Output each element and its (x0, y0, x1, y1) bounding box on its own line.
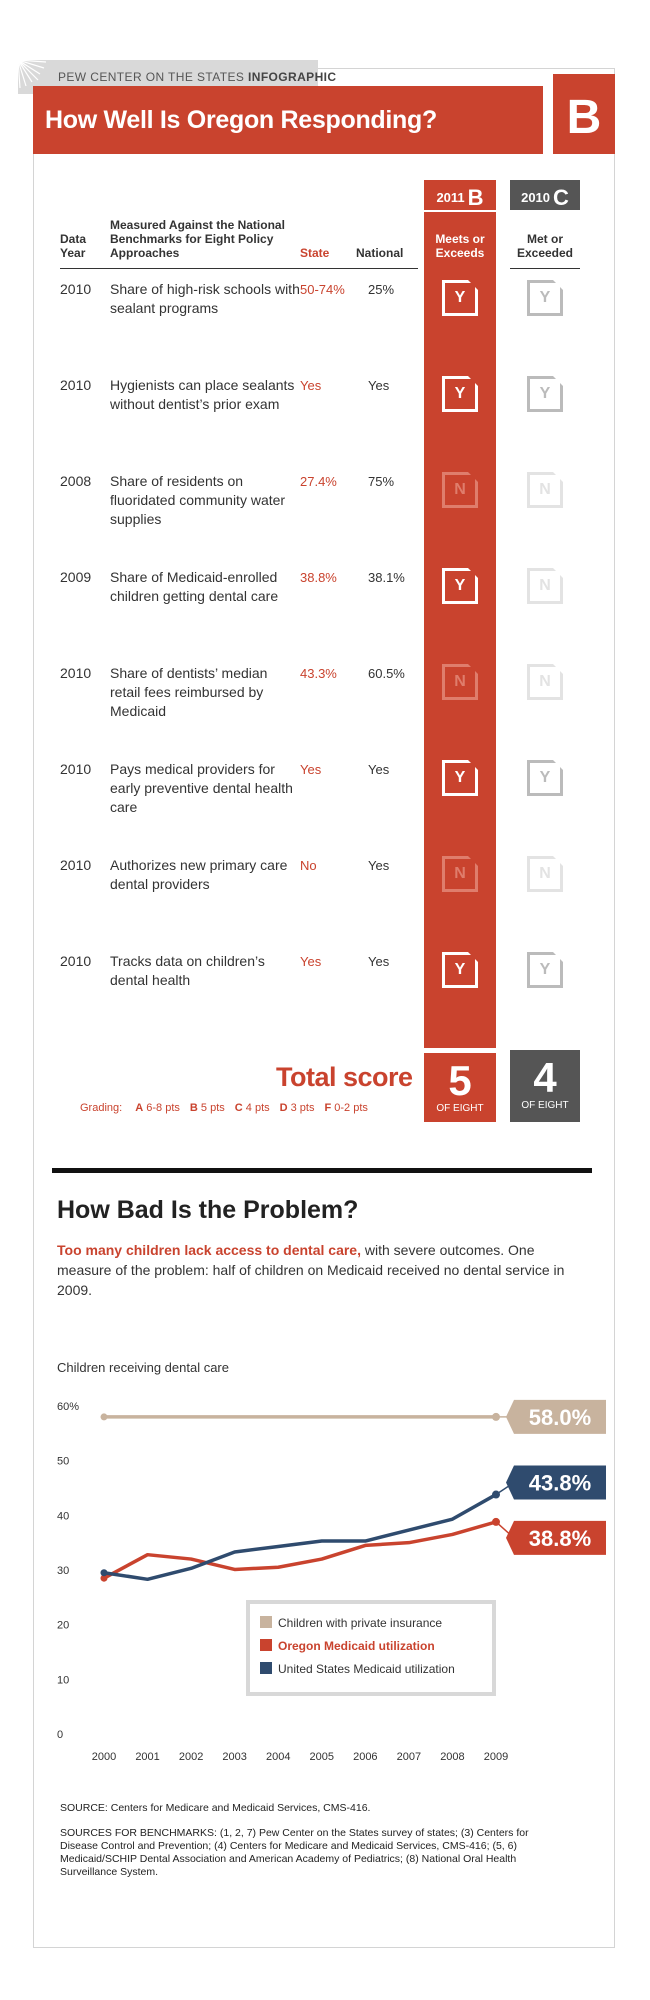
meets-2011-indicator: Y (442, 952, 478, 988)
series-start-point (101, 1413, 108, 1420)
row-national-value: 60.5% (368, 666, 405, 681)
row-national-value: Yes (368, 762, 390, 777)
row-year: 2010 (60, 761, 92, 777)
header-rule-2010 (510, 268, 580, 269)
table-row (0, 664, 650, 754)
grading-points: 5 pts (197, 1102, 225, 1114)
meets-2011-indicator: Y (442, 568, 478, 604)
page-title: How Well Is Oregon Responding? (45, 106, 437, 134)
met-2010-indicator: N (527, 664, 563, 700)
row-description: Authorizes new primary care dental providers (110, 857, 288, 892)
grading-label: Grading: (80, 1102, 123, 1114)
grading-points: 4 pts (242, 1102, 270, 1114)
score-2011: 5 (448, 1057, 472, 1104)
row-state-value: No (300, 858, 317, 873)
table-row (0, 760, 650, 850)
row-year: 2010 (60, 953, 92, 969)
legend-entry: Children with private insurance (278, 1616, 443, 1630)
grading-item (190, 1102, 225, 1114)
score-2010-sub: OF EIGHT (521, 1100, 569, 1111)
col-2011-label: Meets or Exceeds (435, 232, 485, 260)
problem-intro (57, 1240, 577, 1300)
x-tick-label: 2004 (265, 1751, 291, 1763)
met-2010-indicator: N (527, 856, 563, 892)
intro-bold: Too many children lack access to dental care, (57, 1242, 361, 1258)
table-row (0, 856, 650, 946)
row-state-value: 43.3% (300, 666, 337, 681)
row-description: Share of high-risk schools with sealant programs (110, 281, 300, 316)
x-tick-label: 2001 (135, 1751, 160, 1763)
legend-entry: United States Medicaid utilization (278, 1662, 455, 1676)
row-state-value: 38.8% (300, 570, 337, 585)
x-tick-label: 2002 (178, 1751, 204, 1763)
row-state-value: 27.4% (300, 474, 337, 489)
grading-item (135, 1102, 180, 1114)
end-label-value: 58.0% (528, 1404, 592, 1430)
end-label-value: 38.8% (528, 1525, 592, 1551)
y-tick-label: 20 (57, 1619, 70, 1632)
legend-swatch (260, 1639, 272, 1651)
row-year: 2010 (60, 377, 92, 393)
col-measure-header: Measured Against the National Benchmarks for Eight Policy Approaches (110, 218, 285, 260)
end-label-value: 43.8% (528, 1470, 592, 1496)
row-state-value: Yes (300, 954, 322, 969)
source-text: SOURCE: Centers for Medicare and Medicaid Services, CMS-416. (60, 1802, 371, 1814)
score-2011-box (424, 1050, 496, 1122)
row-national-value: Yes (368, 954, 390, 969)
met-2010-indicator: Y (527, 952, 563, 988)
grading-grade: F (324, 1102, 332, 1114)
row-description: Tracks data on children’s dental health (110, 953, 265, 988)
row-year: 2010 (60, 857, 92, 873)
table-row (0, 952, 650, 1042)
section-divider (52, 1168, 592, 1173)
col-2011-year: 2011 (436, 190, 465, 205)
meets-2011-indicator: N (442, 472, 478, 508)
score-2010: 4 (533, 1054, 557, 1101)
grading-points: 6-8 pts (143, 1102, 180, 1114)
legend-swatch (260, 1616, 272, 1628)
tab-prefix: PEW CENTER ON THE STATES (58, 70, 245, 84)
x-tick-label: 2003 (222, 1751, 247, 1763)
chart-title: Children receiving dental care (57, 1360, 229, 1375)
x-tick-label: 2000 (91, 1751, 117, 1763)
legend-swatch (260, 1662, 272, 1674)
row-description: Share of residents on fluoridated community water supplies (110, 473, 286, 527)
table-row (0, 280, 650, 370)
legend-entry: Oregon Medicaid utilization (278, 1639, 435, 1653)
overall-grade-box (553, 74, 615, 154)
y-tick-label: 40 (57, 1510, 70, 1523)
grading-item (280, 1102, 315, 1114)
grading-points: 0-2 pts (331, 1102, 368, 1114)
row-year: 2010 (60, 665, 92, 681)
col-state-header: State (300, 246, 330, 260)
sources (60, 1802, 550, 1891)
col-2010-grade: C (553, 185, 569, 210)
score-2011-sub: OF EIGHT (436, 1103, 484, 1114)
grading-points: 3 pts (287, 1102, 315, 1114)
met-2010-indicator: Y (527, 376, 563, 412)
grading-item (235, 1102, 270, 1114)
grading-grade: B (189, 1102, 198, 1114)
table-row (0, 376, 650, 466)
header-rule (60, 268, 418, 269)
row-national-value: 75% (368, 474, 395, 489)
row-state-value: Yes (300, 378, 322, 393)
col-2010-tab (510, 180, 580, 210)
meets-2011-indicator: Y (442, 376, 478, 412)
col-2010-label: Met or Exceeded (516, 232, 574, 260)
grading-item (324, 1102, 367, 1114)
row-year: 2009 (60, 569, 92, 585)
intro-rest: with severe outcomes. One measure of the problem: half of children on Medicaid received no dental service in 2009. (57, 1242, 565, 1298)
x-tick-label: 2005 (309, 1751, 335, 1763)
row-description: Hygienists can place sealants without dentist’s prior exam (110, 377, 295, 412)
row-description: Pays medical providers for early preventive dental health care (110, 761, 293, 815)
x-tick-label: 2006 (353, 1751, 378, 1763)
row-national-value: 25% (368, 282, 395, 297)
y-tick-label: 60% (57, 1401, 80, 1413)
y-tick-label: 0 (57, 1729, 64, 1741)
title-banner (33, 86, 543, 154)
col-2010-year: 2010 (521, 190, 551, 205)
met-2010-indicator: Y (527, 760, 563, 796)
dental-care-line-chart (0, 1380, 650, 1780)
score-2010-box (510, 1050, 580, 1122)
y-tick-label: 10 (57, 1674, 70, 1687)
tab-suffix: INFOGRAPHIC (248, 70, 337, 84)
row-description: Share of Medicaid-enrolled children getting dental care (110, 569, 279, 604)
grading-legend (80, 1102, 368, 1114)
table-row (0, 568, 650, 658)
problem-title: How Bad Is the Problem? (57, 1196, 359, 1224)
met-2010-indicator: N (527, 568, 563, 604)
met-2010-indicator: Y (527, 280, 563, 316)
row-national-value: Yes (368, 378, 390, 393)
row-national-value: Yes (368, 858, 390, 873)
row-year: 2008 (60, 473, 92, 489)
x-tick-label: 2009 (483, 1751, 509, 1763)
series-end-point (492, 1491, 500, 1499)
grading-grade: D (279, 1102, 288, 1114)
row-national-value: 38.1% (368, 570, 405, 585)
col-national-header: National (356, 246, 404, 260)
met-2010-indicator: N (527, 472, 563, 508)
row-year: 2010 (60, 281, 92, 297)
col-year-header: Data Year (60, 232, 87, 260)
table-row (0, 472, 650, 562)
grading-grade: C (234, 1102, 243, 1114)
meets-2011-indicator: Y (442, 280, 478, 316)
y-tick-label: 30 (57, 1565, 70, 1577)
series-start-point (101, 1569, 108, 1576)
benchmark-sources-text: SOURCES FOR BENCHMARKS: (1, 2, 7) Pew Center on the States survey of states; (3) Centers for Disease Control and Prevention; (4) Centers for Medicare and Medicaid Services, CMS-416; (5, 6) Medicaid/SCHIP Dental Association and American Academy of Pediatrics; (8) National Oral Health Surveillance System. (60, 1827, 529, 1878)
col-2011-tab (424, 180, 496, 210)
grading-grade: A (135, 1102, 144, 1114)
series-line (104, 1522, 496, 1578)
total-score-label: Total score (276, 1062, 413, 1092)
x-tick-label: 2008 (440, 1751, 465, 1763)
meets-2011-indicator: Y (442, 760, 478, 796)
col-2011-grade: B (467, 185, 484, 210)
x-tick-label: 2007 (396, 1751, 422, 1763)
overall-grade: B (566, 91, 602, 144)
row-state-value: Yes (300, 762, 322, 777)
y-tick-label: 50 (57, 1455, 70, 1468)
meets-2011-indicator: N (442, 856, 478, 892)
row-description: Share of dentists’ median retail fees reimbursed by Medicaid (110, 665, 268, 719)
row-state-value: 50-74% (300, 282, 345, 297)
meets-2011-indicator: N (442, 664, 478, 700)
